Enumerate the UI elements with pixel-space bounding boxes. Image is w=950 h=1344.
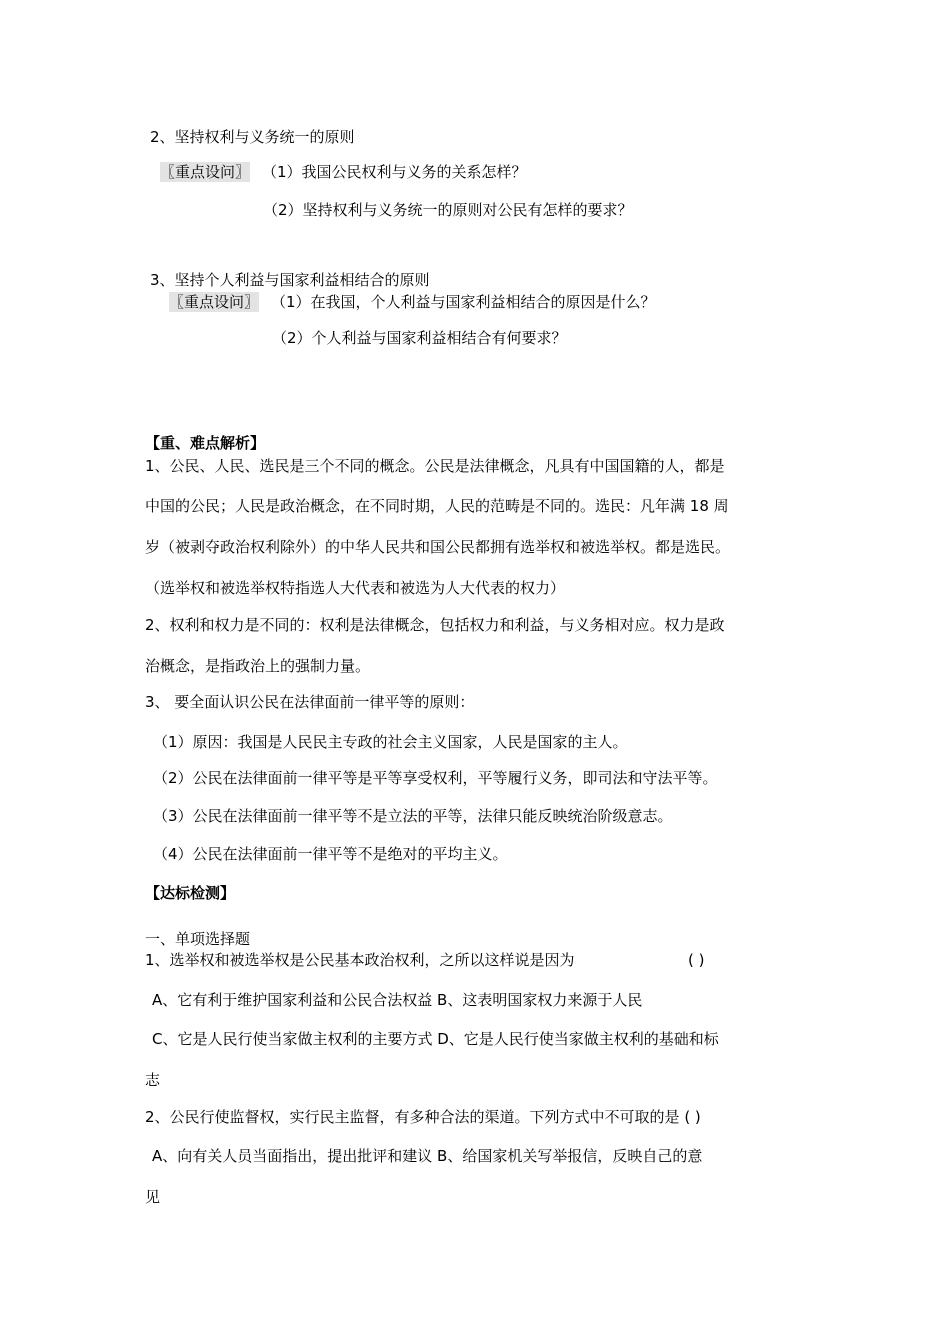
analysis-point-3: 3、 要全面认识公民在法律面前一律平等的原则： — [145, 693, 475, 711]
analysis-point-1-line-4: （选举权和被选举权特指选人大代表和被选为人大代表的权力） — [145, 579, 566, 597]
test-part-heading: 一、单项选择题 — [145, 930, 251, 948]
section3-heading: 3、坚持个人利益与国家利益相结合的原则 — [150, 271, 430, 289]
analysis-point-3-item-2: （2）公民在法律面前一律平等是平等享受权利，平等履行义务，即司法和守法平等。 — [153, 769, 718, 787]
test-question-1-options-cd: C、它是人民行使当家做主权利的主要方式 D、它是人民行使当家做主权利的基础和标 — [152, 1030, 719, 1048]
analysis-point-2-line-2: 治概念，是指政治上的强制力量。 — [145, 657, 371, 675]
analysis-point-3-item-1: （1）原因：我国是人民民主专政的社会主义国家，人民是国家的主人。 — [153, 733, 628, 751]
analysis-point-1-line-3: 岁（被剥夺政治权利除外）的中华人民共和国公民都拥有选举权和被选举权。都是选民。 — [145, 538, 731, 556]
test-question-2-options-ab: A、向有关人员当面指出，提出批评和建议 B、给国家机关写举报信，反映自己的意 — [152, 1147, 703, 1165]
analysis-point-1-line-2: 中国的公民；人民是政治概念，在不同时期，人民的范畴是不同的。选民：凡年满 18 周 — [145, 497, 729, 515]
section2-question-1: （1）我国公民权利与义务的关系怎样？ — [262, 163, 527, 181]
analysis-point-3-item-3: （3）公民在法律面前一律平等不是立法的平等，法律只能反映统治阶级意志。 — [153, 807, 673, 825]
test-question-2: 2、公民行使监督权，实行民主监督，有多种合法的渠道。下列方式中不可取的是 ( ) — [145, 1108, 701, 1126]
analysis-point-1-line-1: 1、公民、人民、选民是三个不同的概念。公民是法律概念，凡具有中国国籍的人，都是 — [145, 457, 725, 475]
section2-key-question-tag: 〖重点设问〗 — [160, 163, 251, 181]
test-question-1-answer-blank: ( ) — [688, 951, 705, 969]
test-title: 【达标检测】 — [145, 884, 236, 902]
section2-heading: 2、坚持权利与义务统一的原则 — [150, 128, 355, 146]
test-question-1: 1、选举权和被选举权是公民基本政治权利，之所以这样说是因为 — [145, 951, 575, 969]
test-question-1-options-ab: A、它有利于维护国家利益和公民合法权益 B、这表明国家权力来源于人民 — [152, 991, 643, 1009]
section2-question-2: （2）坚持权利与义务统一的原则对公民有怎样的要求？ — [263, 201, 633, 219]
section3-key-question-tag: 〖重点设问〗 — [169, 293, 260, 311]
section3-question-2: （2）个人利益与国家利益相结合有何要求？ — [272, 329, 567, 347]
analysis-point-3-item-4: （4）公民在法律面前一律平等不是绝对的平均主义。 — [153, 845, 508, 863]
test-question-1-options-cd-cont: 志 — [145, 1071, 161, 1089]
test-question-2-options-ab-cont: 见 — [145, 1188, 161, 1206]
section3-question-1: （1）在我国，个人利益与国家利益相结合的原因是什么？ — [271, 293, 656, 311]
analysis-point-2-line-1: 2、权利和权力是不同的：权利是法律概念，包括权力和利益，与义务相对应。权力是政 — [145, 616, 725, 634]
analysis-title: 【重、难点解析】 — [145, 434, 266, 452]
